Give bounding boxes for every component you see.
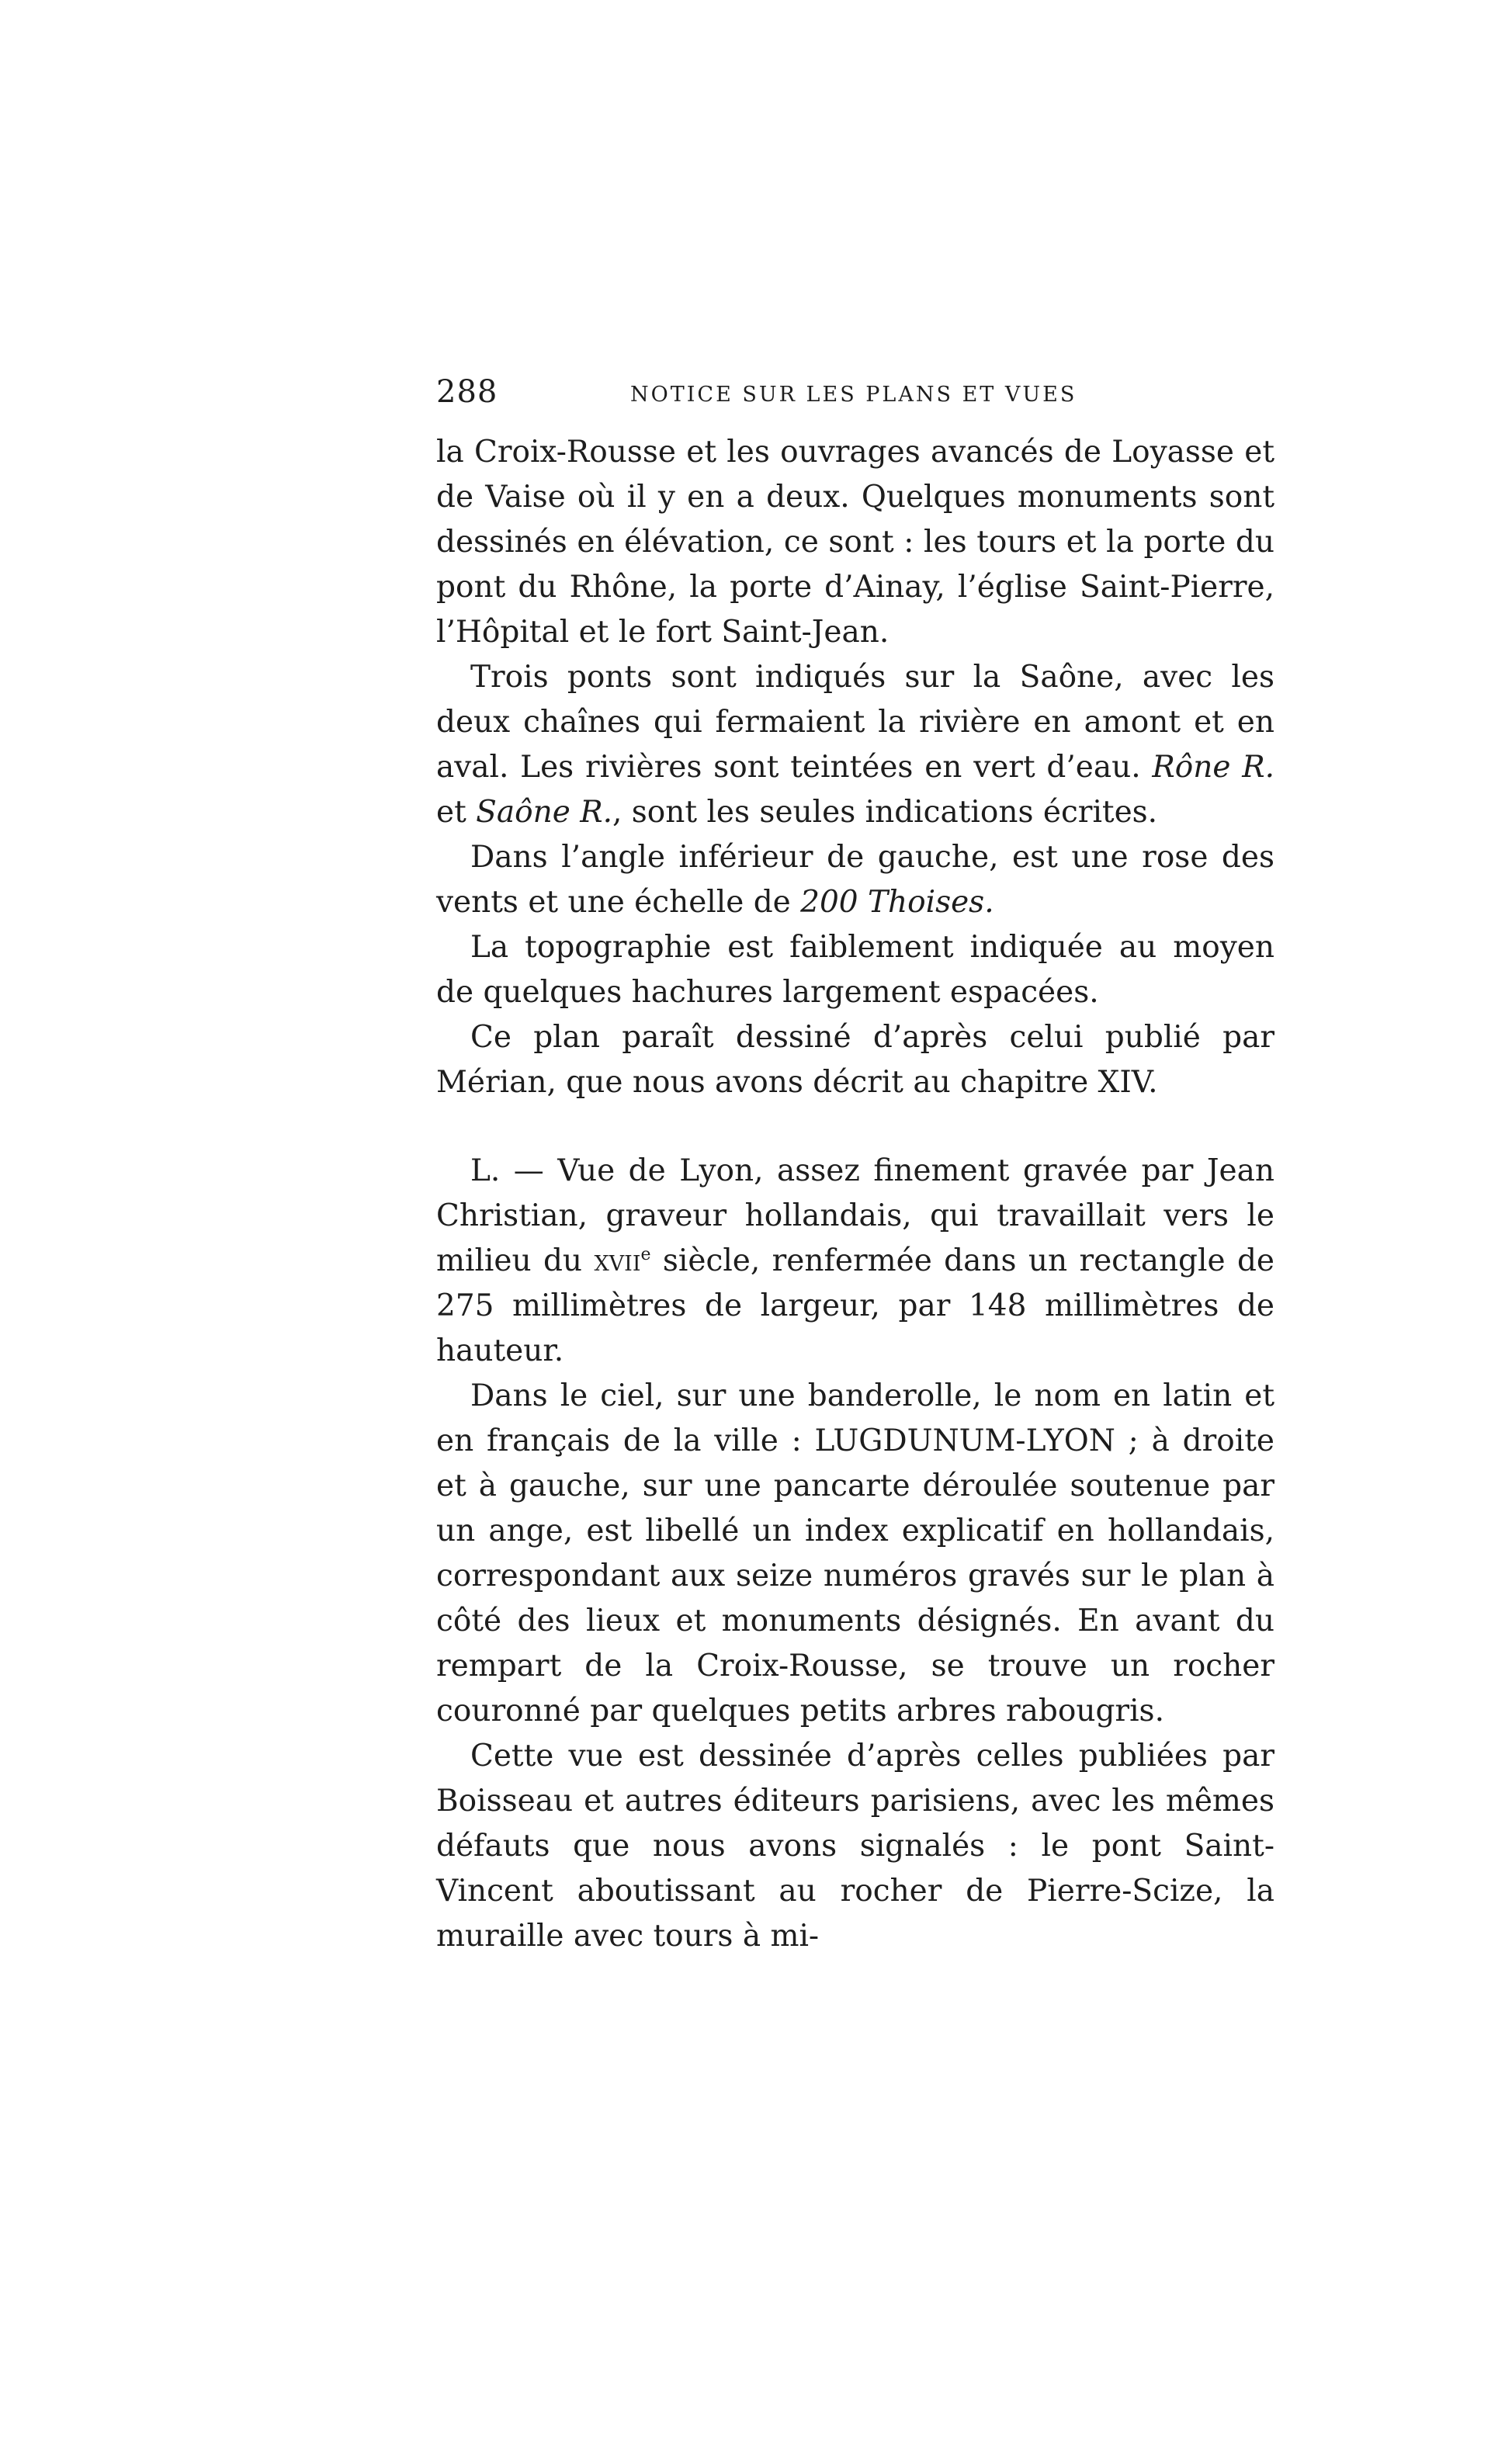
- century-superscript: e: [640, 1245, 651, 1264]
- paragraph-8: Cette vue est dessinée d’après celles publiées par Boisseau et autres éditeurs parisiens, avec les mêmes défauts que nous avons signalés : le pont Saint-Vincent aboutissant au rocher de Pierre-Scize, la muraille avec tours à mi-: [436, 1739, 1274, 1954]
- book-page: [436, 374, 1274, 1959]
- paragraph-3-text: Dans l’angle inférieur de gauche, est une rose des vents et une échelle de: [436, 840, 1274, 920]
- paragraph-4: La topographie est faiblement indiquée au moyen de quelques hachures largement espacées.: [436, 930, 1274, 1010]
- river-label-saone: Saône R.: [476, 795, 612, 830]
- paragraph-2-text: Trois ponts sont indiqués sur la Saône, avec les deux chaînes qui fermaient la rivière en amont et en aval. Les rivières sont teintées en vert d’eau.: [436, 660, 1274, 785]
- section-gap: [436, 1105, 1274, 1149]
- paragraph-2-ending: , sont les seules indications écrites.: [612, 795, 1158, 830]
- paragraph-2-et: et: [436, 795, 466, 830]
- scale-label: 200 Thoises.: [800, 885, 994, 920]
- running-head: [436, 374, 1274, 421]
- paragraph-2: [436, 655, 1274, 835]
- paragraph-7: Dans le ciel, sur une banderolle, le nom en latin et en français de la ville : LUGDUNUM-LYON ; à droite et à gauche, sur une pancarte déroulée soutenue par un ange, est libellé un index explicatif en hollandais, correspondant aux seize numéros gravés sur le plan à côté des lieux et monuments désignés. En avant du rempart de la Croix-Rousse, se trouve un rocher couronné par quelques petits arbres rabougris.: [436, 1378, 1274, 1729]
- river-label-rone: Rône R.: [1152, 750, 1274, 785]
- paragraph-1: la Croix-Rousse et les ouvrages avancés de Loyasse et de Vaise où il y en a deux. Quelques monuments sont dessinés en élévation, ce sont : les tours et la porte du pont du Rhône, la porte d’Ainay, l’église Saint-Pierre, l’Hôpital et le fort Saint-Jean.: [436, 435, 1274, 650]
- page-number: 288: [436, 374, 498, 410]
- paragraph-6-text: L. — Vue de Lyon, assez finement gravée par Jean Christian, graveur hollandais, qui travaillait vers le milieu du: [436, 1153, 1274, 1278]
- paragraph-6-ending: siècle, renfermée dans un rectangle de 275 millimètres de largeur, par 148 millimètres de hauteur.: [436, 1243, 1274, 1368]
- running-title: NOTICE SUR LES PLANS ET VUES: [630, 383, 1077, 407]
- paragraph-3: [436, 835, 1274, 925]
- paragraph-5: Ce plan paraît dessiné d’après celui publié par Mérian, que nous avons décrit au chapitre XIV.: [436, 1020, 1274, 1100]
- paragraph-6: [436, 1149, 1274, 1374]
- century-numeral: xvii: [594, 1243, 641, 1278]
